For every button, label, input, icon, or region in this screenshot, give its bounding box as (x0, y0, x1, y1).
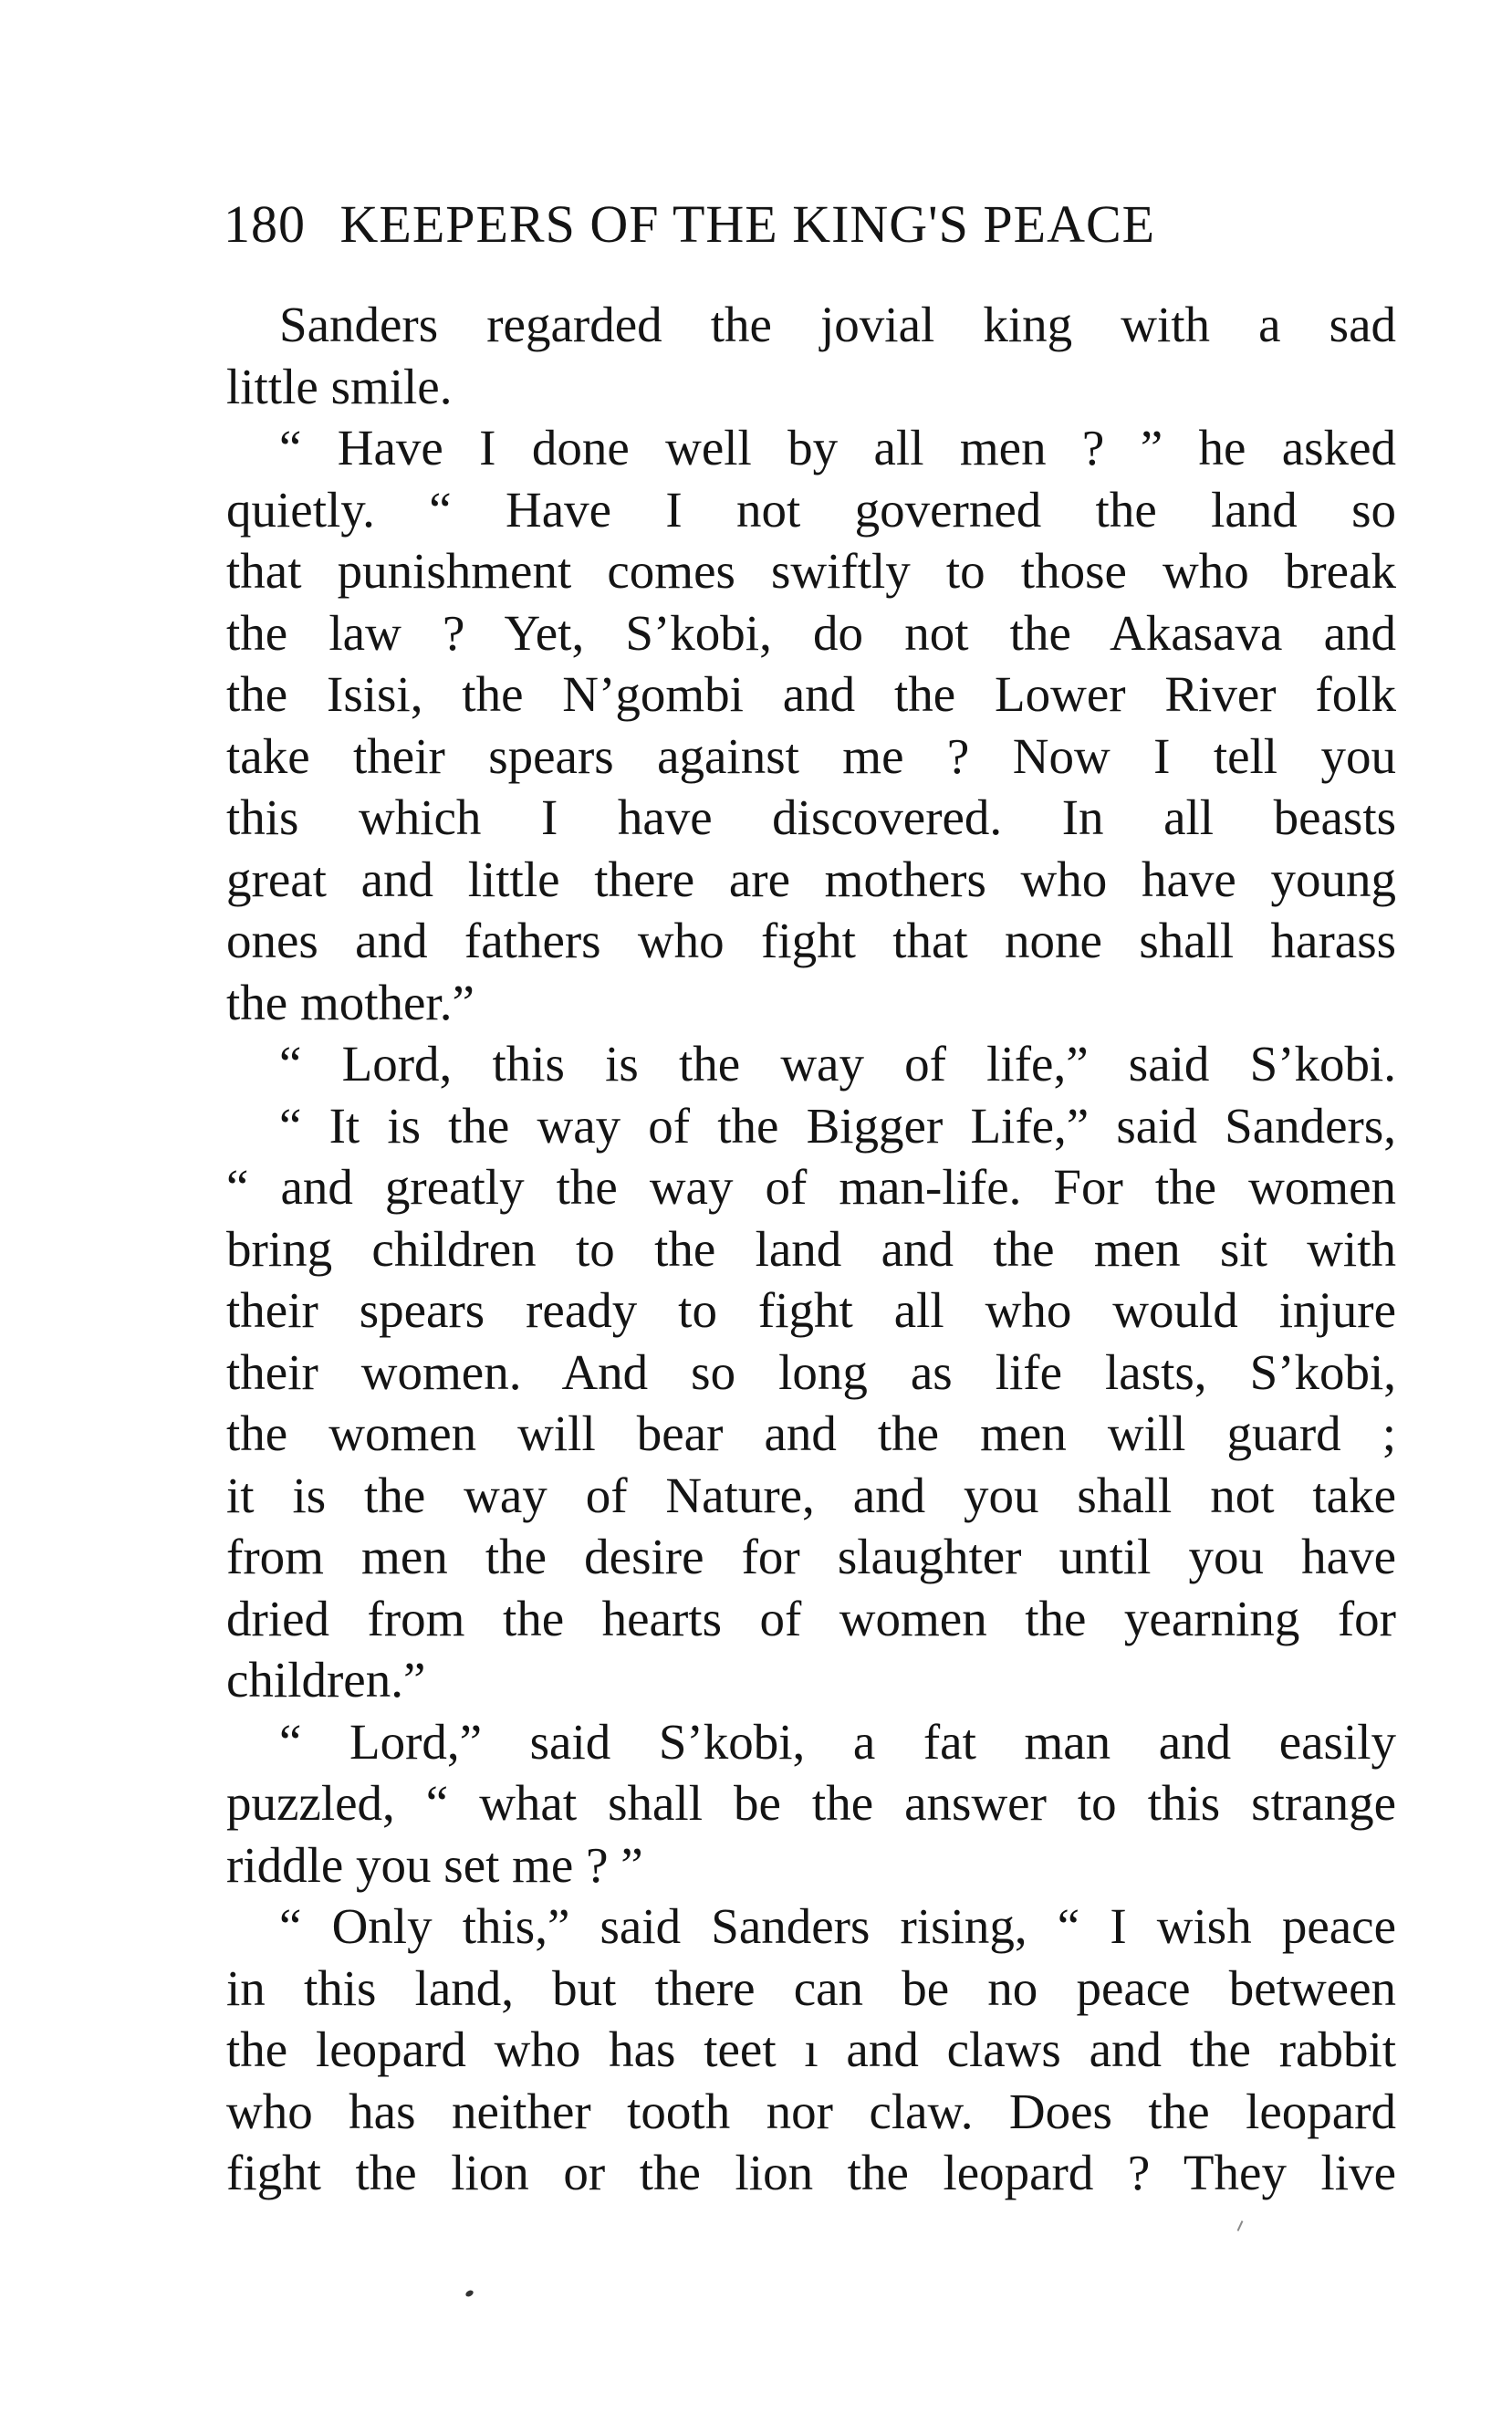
body-text (226, 294, 1396, 2204)
text-line: riddle you set me ? ” (226, 1836, 643, 1893)
text-line: ones and fathers who fight that none shall harass (226, 913, 1396, 968)
ink-speck (464, 2289, 474, 2298)
running-title: KEEPERS OF THE KING'S PEACE (339, 194, 1156, 254)
text-line: it is the way of Nature, and you shall not take (226, 1467, 1396, 1523)
page-number: 180 (224, 194, 306, 254)
text-line: “ Lord,” said S’kobi, a fat man and easily (279, 1713, 1396, 1770)
text-line: that punishment comes swiftly to those who break (226, 543, 1396, 599)
text-line: little smile. (226, 358, 453, 414)
text-line: Sanders regarded the jovial king with a sad (279, 297, 1396, 352)
text-line: bring children to the land and the men sit with (226, 1220, 1396, 1277)
text-line: the mother.” (226, 974, 474, 1030)
text-line: “ Have I done well by all men ? ” he asked (279, 420, 1396, 475)
ink-speck (1237, 2220, 1244, 2231)
text-line: “ Only this,” said Sanders rising, “ I wish peace (279, 1898, 1396, 1954)
text-line: in this land, but there can be no peace between (226, 1959, 1396, 2016)
text-line: dried from the hearts of women the yearning for (226, 1590, 1396, 1646)
text-line: quietly. “ Have I not governed the land so (226, 481, 1396, 538)
text-line: their spears ready to fight all who would injure (226, 1282, 1396, 1338)
text-line: the women will bear and the men will guard ; (226, 1405, 1396, 1461)
text-line: “ Lord, this is the way of life,” said S’kobi. (279, 1036, 1396, 1092)
text-line: the law ? Yet, S’kobi, do not the Akasava and (226, 604, 1396, 661)
text-line: fight the lion or the lion the leopard ? They live (226, 2145, 1396, 2200)
text-line: “ It is the way of the Bigger Life,” said Sanders, (279, 1097, 1396, 1154)
text-line: “ and greatly the way of man-life. For the women (226, 1159, 1396, 1215)
text-line: this which I have discovered. In all beasts (226, 789, 1396, 845)
text-line: their women. And so long as life lasts, S’kobi, (226, 1343, 1396, 1400)
text-line: from men the desire for slaughter until you have (226, 1529, 1396, 1584)
text-line: the leopard who has teet ı and claws and the rabbit (226, 2021, 1396, 2077)
text-line: take their spears against me ? Now I tell you (226, 727, 1396, 784)
text-line: puzzled, “ what shall be the answer to this strange (226, 1775, 1396, 1831)
text-line: who has neither tooth nor claw. Does the leopard (226, 2083, 1396, 2139)
text-line: the Isisi, the N’gombi and the Lower River folk (226, 666, 1396, 722)
page-header (224, 188, 1382, 261)
text-line: great and little there are mothers who have young (226, 851, 1396, 907)
text-line: children.” (226, 1652, 426, 1708)
